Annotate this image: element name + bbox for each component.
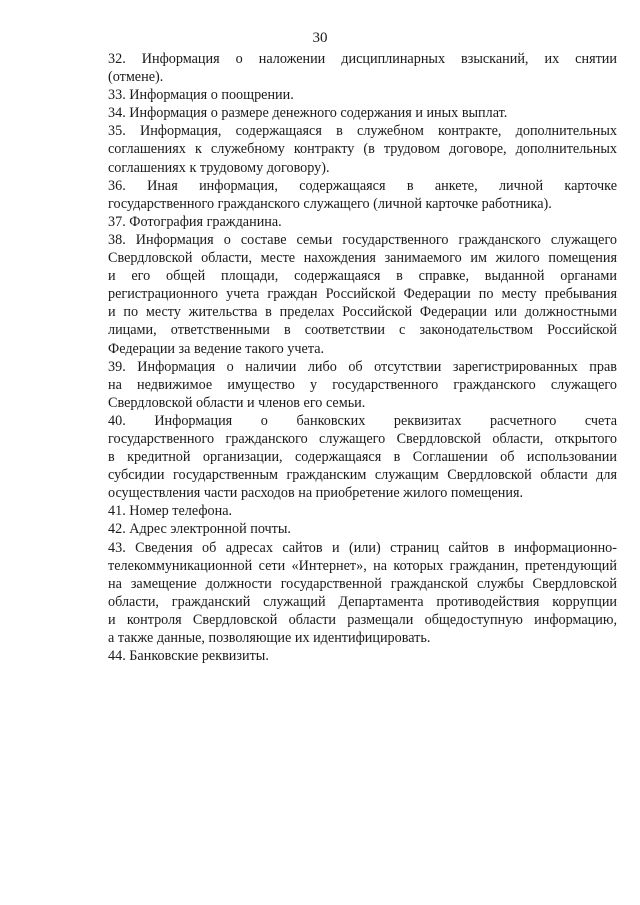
- text-line: области, гражданский служащий Департамента противодействия коррупции: [108, 593, 617, 610]
- text-line: 44. Банковские реквизиты.: [108, 648, 269, 665]
- text-line: в кредитной организации, содержащаяся в Соглашении об использовании: [108, 449, 617, 466]
- list-item: [71, 231, 617, 358]
- list-item: [71, 213, 617, 231]
- text-line: государственного гражданского служащего (личной карточке работника).: [108, 195, 552, 212]
- text-line: и по месту жительства в пределах Российской Федерации или должностными: [108, 304, 617, 321]
- text-line: 33. Информация о поощрении.: [108, 87, 294, 104]
- text-line: 38. Информация о составе семьи государственного гражданского служащего: [108, 231, 617, 248]
- text-line: 41. Номер телефона.: [108, 503, 233, 520]
- text-line: 36. Иная информация, содержащаяся в анкете, личной карточке: [108, 177, 617, 194]
- text-line: 43. Сведения об адресах сайтов и (или) страниц сайтов в информационно-: [108, 539, 617, 556]
- text-line: регистрационного учета граждан Российской Федерации по месту пребывания: [108, 286, 617, 303]
- list-item: [71, 50, 617, 86]
- list-item: [71, 177, 617, 213]
- list-item: [71, 520, 617, 538]
- list-item: [71, 122, 617, 176]
- text-line: 37. Фотография гражданина.: [108, 213, 282, 230]
- list-item: [71, 412, 617, 502]
- text-line: а также данные, позволяющие их идентифицировать.: [108, 630, 431, 646]
- list-item: [71, 539, 617, 648]
- list-item: [71, 647, 617, 665]
- document-body: [71, 50, 617, 665]
- text-line: государственного гражданского служащего Свердловской области, открытого: [108, 430, 617, 447]
- page-number: 30: [312, 30, 328, 46]
- list-item: [71, 358, 617, 412]
- text-line: субсидии государственным гражданским служащим Свердловской области для: [108, 467, 617, 484]
- text-line: 32. Информация о наложении дисциплинарных взысканий, их снятии: [108, 51, 617, 67]
- text-line: Федерации за ведение такого учета.: [108, 340, 325, 357]
- text-line: соглашениях к служебному контракту (в трудовом договоре, дополнительных: [108, 141, 617, 158]
- list-item: [71, 86, 617, 104]
- text-line: Свердловской области и членов его семьи.: [108, 394, 366, 411]
- list-item: [71, 502, 617, 520]
- text-line: 42. Адрес электронной почты.: [108, 521, 291, 538]
- text-line: (отмене).: [108, 69, 164, 86]
- text-line: 35. Информация, содержащаяся в служебном контракте, дополнительных: [108, 123, 617, 140]
- text-line: телекоммуникационной сети «Интернет», на которых гражданин, претендующий: [108, 557, 617, 574]
- text-line: Свердловской области, месте нахождения занимаемого им жилого помещения: [108, 250, 617, 267]
- text-line: соглашениях к трудовому договору).: [108, 159, 330, 176]
- text-line: лицами, ответственными в соответствии с законодательством Российской: [108, 322, 617, 339]
- text-line: на замещение должности государственной гражданской службы Свердловской: [108, 575, 617, 592]
- text-line: осуществления части расходов на приобретение жилого помещения.: [108, 485, 524, 502]
- text-line: 39. Информация о наличии либо об отсутствии зарегистрированных прав: [108, 358, 617, 375]
- text-line: 40. Информация о банковских реквизитах расчетного счета: [108, 412, 617, 429]
- list-item: [71, 104, 617, 122]
- text-line: на недвижимое имущество у государственного гражданского служащего: [108, 376, 617, 393]
- text-line: и его общей площади, содержащаяся в справке, выданной органами: [108, 268, 617, 285]
- text-line: 34. Информация о размере денежного содержания и иных выплат.: [108, 105, 508, 122]
- text-line: и контроля Свердловской области размещали общедоступную информацию,: [108, 611, 617, 628]
